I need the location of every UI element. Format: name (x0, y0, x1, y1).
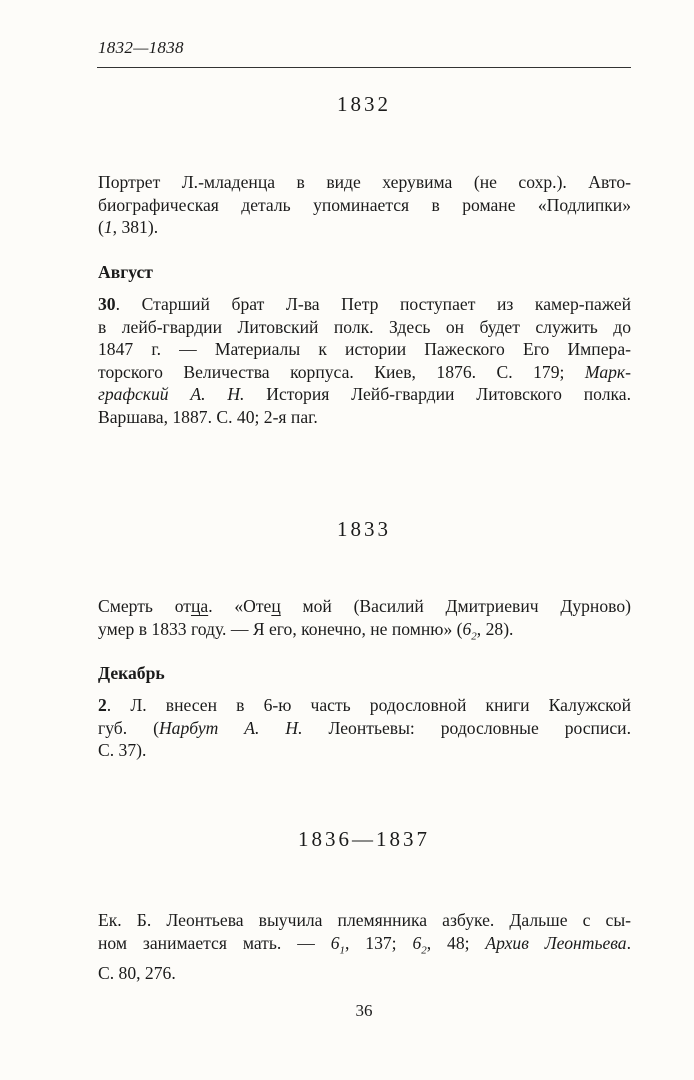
text-line: графский А. Н. История Лейб-гвардии Литовского полка. (98, 384, 631, 405)
author-ref: Марк- (584, 361, 631, 382)
text-line: Портрет Л.-младенца в виде херувима (не сохр.). Авто- (98, 172, 631, 192)
paragraph-1836-intro (98, 909, 631, 984)
running-head: 1832—1838 (98, 38, 184, 57)
text-line: биографическая деталь упоминается в романе «Подлипки» (98, 194, 631, 215)
volume-ref: 6 (462, 618, 472, 639)
paragraph-1833-intro (98, 595, 631, 648)
paragraph-1832-intro (98, 171, 631, 239)
volume-ref: 1 (103, 217, 113, 238)
text-line: Варшава, 1887. С. 40; 2-я паг. (98, 406, 318, 427)
year-heading-1833: 1833 (337, 517, 391, 541)
text-line: умер в 1833 году. — Я его, конечно, не помню» ($6_2$, 28). (98, 618, 514, 643)
year-heading-1836-1837: 1836—1837 (298, 827, 430, 851)
text-line: в лейб-гвардии Литовский полк. Здесь он будет служить до (98, 316, 631, 337)
volume-ref: 6 (330, 932, 340, 953)
text-line: С. 37). (98, 740, 147, 761)
year-heading-1832: 1832 (337, 92, 391, 116)
month-heading-december: Декабрь (98, 663, 165, 683)
header-rule (97, 67, 631, 68)
entry-august-30 (98, 293, 631, 429)
text-line: губ. (Нарбут А. Н. Леонтьевы: родословные росписи. (98, 717, 631, 738)
author-ref: Нарбут А. Н. (158, 717, 303, 738)
entry-date: 30 (98, 294, 116, 314)
month-heading-august: Август (98, 262, 153, 282)
entry-date: 2 (98, 695, 107, 715)
text-line: 30. Старший брат Л-ва Петр поступает из камер-пажей (98, 294, 631, 314)
text-line: ном занимается мать. — $6_1$, 137; $6_2$, 48; Архив Леонтьева. (98, 932, 632, 957)
text-line: Ек. Б. Леонтьева выучила племянника азбуке. Дальше с сы- (98, 910, 631, 930)
text-line: торского Величества корпуса. Киев, 1876. С. 179; Марк- (98, 361, 631, 382)
text-line: 1847 г. — Материалы к истории Пажеского Его Импера- (98, 339, 631, 360)
archive-ref: Архив Леонтьева (485, 932, 627, 953)
text-line: С. 80, 276. (98, 962, 176, 983)
entry-december-2 (98, 694, 631, 762)
page-number: 36 (355, 1001, 373, 1020)
author-ref: графский А. Н. (98, 384, 245, 405)
volume-ref: 6 (412, 932, 422, 953)
text-line: (1, 381). (98, 217, 159, 238)
text-line: Смерть отца. «Отец мой (Василий Дмитриевич Дурново) (98, 596, 631, 616)
text-line: 2. Л. внесен в 6-ю часть родословной книги Калужской (98, 695, 631, 715)
